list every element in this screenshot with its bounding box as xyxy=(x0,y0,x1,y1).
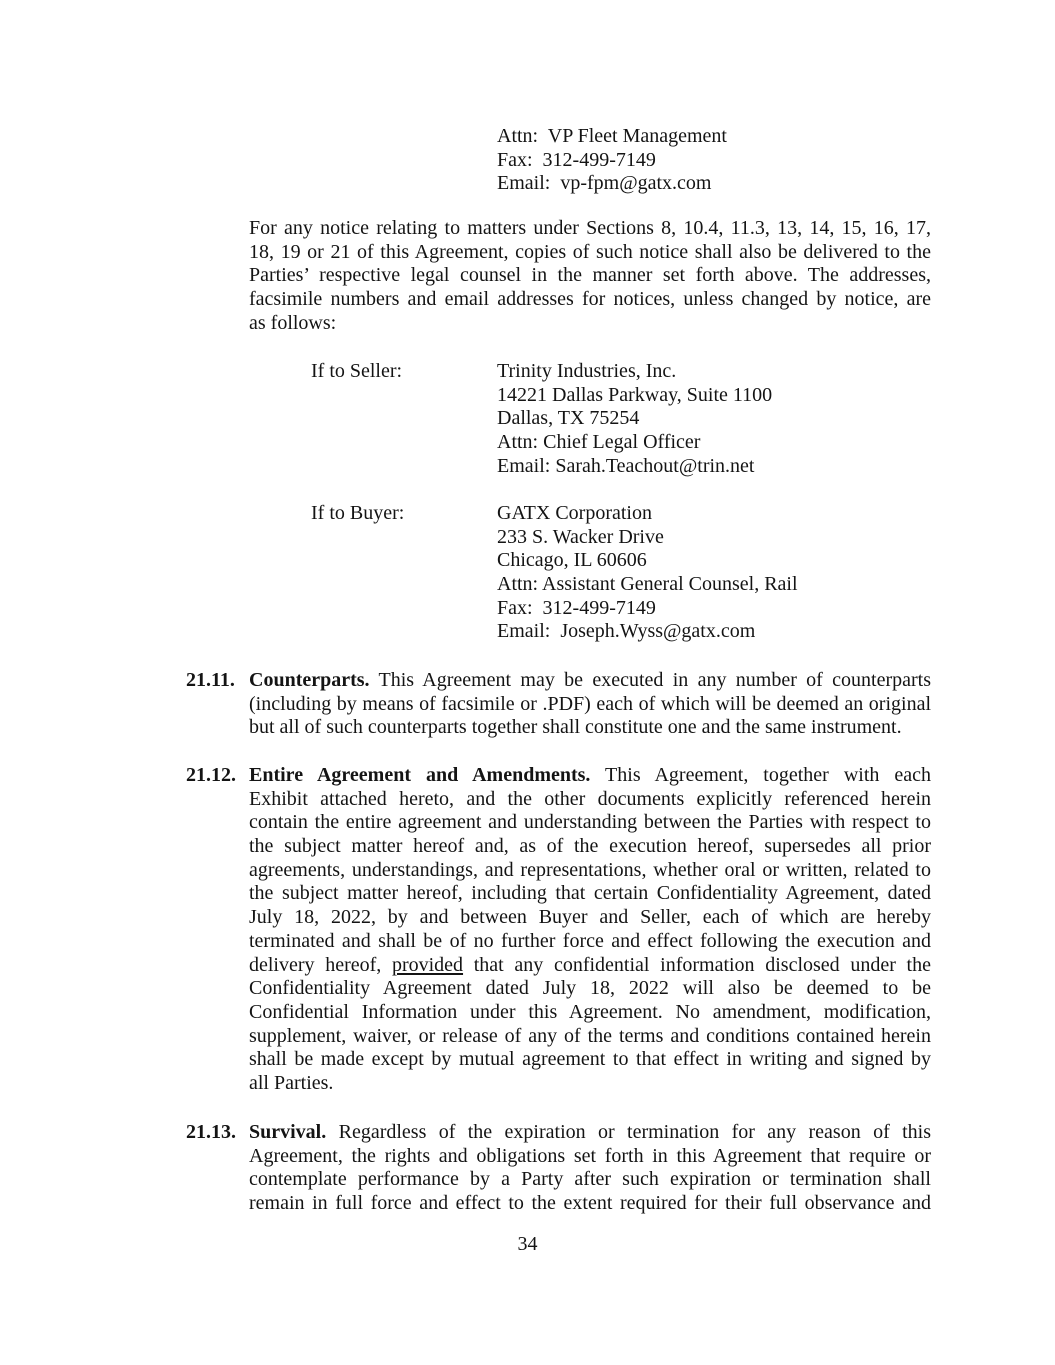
section-heading: Survival. xyxy=(249,1121,327,1143)
section-line: contain the entire agreement and understanding between the Parties with respect to xyxy=(249,811,931,834)
paragraph-line: facsimile numbers and email addresses for notices, unless changed by notice, are xyxy=(249,288,931,311)
section-first-line xyxy=(249,669,931,693)
section-heading: Counterparts. xyxy=(249,669,370,691)
seller-label: If to Seller: xyxy=(311,360,403,382)
section-line: shall be made except by mutual agreement to that effect in writing and signed by xyxy=(249,1048,931,1071)
page-number: 34 xyxy=(517,1233,538,1255)
address-line: Attn: Assistant General Counsel, Rail xyxy=(497,573,798,596)
section-heading: Entire Agreement and Amendments. xyxy=(249,764,591,786)
section-line: Agreement, the rights and obligations set forth in this Agreement that require or xyxy=(249,1144,931,1167)
section-line: terminated and shall be of no further force and effect following the execution and xyxy=(249,929,931,952)
paragraph-line: For any notice relating to matters under Sections 8, 10.4, 11.3, 13, 14, 15, 16, 17, xyxy=(249,217,931,239)
buyer-label: If to Buyer: xyxy=(311,502,405,524)
provided-term: provided xyxy=(391,953,464,976)
address-line: Chicago, IL 60606 xyxy=(497,549,647,572)
section-body xyxy=(249,1121,931,1216)
paragraph-line: 18, 19 or 21 of this Agreement, copies of such notice shall also be delivered to the xyxy=(249,240,931,263)
paragraph-line: as follows: xyxy=(249,311,337,334)
section-body xyxy=(249,669,931,740)
section-line: remain in full force and effect to the extent required for their full observance and xyxy=(249,1192,931,1215)
section-line: but all of such counterparts together shall constitute one and the same instrument. xyxy=(249,716,902,739)
section-line-proviso xyxy=(249,954,931,978)
section-line: contemplate performance by a Party after such expiration or termination shall xyxy=(249,1168,931,1191)
section-number: 21.12. xyxy=(186,764,236,786)
address-line: 14221 Dallas Parkway, Suite 1100 xyxy=(497,383,773,406)
section-first-line-text: This Agreement may be executed in any number of counterparts xyxy=(369,669,931,691)
section-first-line xyxy=(249,1121,931,1145)
paragraph-line: Parties’ respective legal counsel in the manner set forth above. The addresses, xyxy=(249,264,931,287)
section-line: Confidential Information under this Agreement. No amendment, modification, xyxy=(249,1000,931,1023)
buyer-address xyxy=(497,502,798,644)
section-line: all Parties. xyxy=(249,1071,334,1094)
contact-attn: Attn: VP Fleet Management xyxy=(497,125,727,147)
address-line: Fax: 312-499-7149 xyxy=(497,596,656,619)
section-line: the subject matter hereof, including that certain Confidentiality Agreement, dated xyxy=(249,882,931,905)
address-line: Email: Joseph.Wyss@gatx.com xyxy=(497,620,756,643)
section-body xyxy=(249,764,931,1096)
contact-block xyxy=(497,125,727,196)
address-line: Email: Sarah.Teachout@trin.net xyxy=(497,454,755,477)
proviso-after: that any confidential information disclosed under the xyxy=(463,953,931,976)
address-line: Attn: Chief Legal Officer xyxy=(497,431,701,454)
notice-paragraph xyxy=(249,217,931,335)
section-line: agreements, understandings, and representations, whether oral or written, related to xyxy=(249,858,931,881)
section-first-line-text: Regardless of the expiration or termination for any reason of this xyxy=(326,1121,931,1143)
section-line: Exhibit attached hereto, and the other documents explicitly referenced herein xyxy=(249,787,931,810)
proviso-before: delivery hereof, xyxy=(249,953,392,976)
address-line: GATX Corporation xyxy=(497,502,652,524)
section-line: the subject matter hereof and, as of the execution hereof, supersedes all prior xyxy=(249,835,931,858)
seller-address xyxy=(497,360,772,478)
contact-email: Email: vp-fpm@gatx.com xyxy=(497,172,712,195)
address-line: Dallas, TX 75254 xyxy=(497,407,640,430)
address-line: 233 S. Wacker Drive xyxy=(497,525,664,548)
address-line: Trinity Industries, Inc. xyxy=(497,360,677,382)
contact-fax: Fax: 312-499-7149 xyxy=(497,148,656,171)
section-line: (including by means of facsimile or .PDF) each of which will be deemed an original xyxy=(249,692,931,715)
section-number: 21.13. xyxy=(186,1121,236,1143)
section-line: July 18, 2022, by and between Buyer and Seller, each of which are hereby xyxy=(249,906,931,929)
section-line: Confidentiality Agreement dated July 18, 2022 will also be deemed to be xyxy=(249,977,931,1000)
section-number: 21.11. xyxy=(186,669,235,691)
section-line: supplement, waiver, or release of any of the terms and conditions contained herein xyxy=(249,1024,931,1047)
section-first-line xyxy=(249,764,931,788)
section-first-line-text: This Agreement, together with each xyxy=(590,764,931,786)
